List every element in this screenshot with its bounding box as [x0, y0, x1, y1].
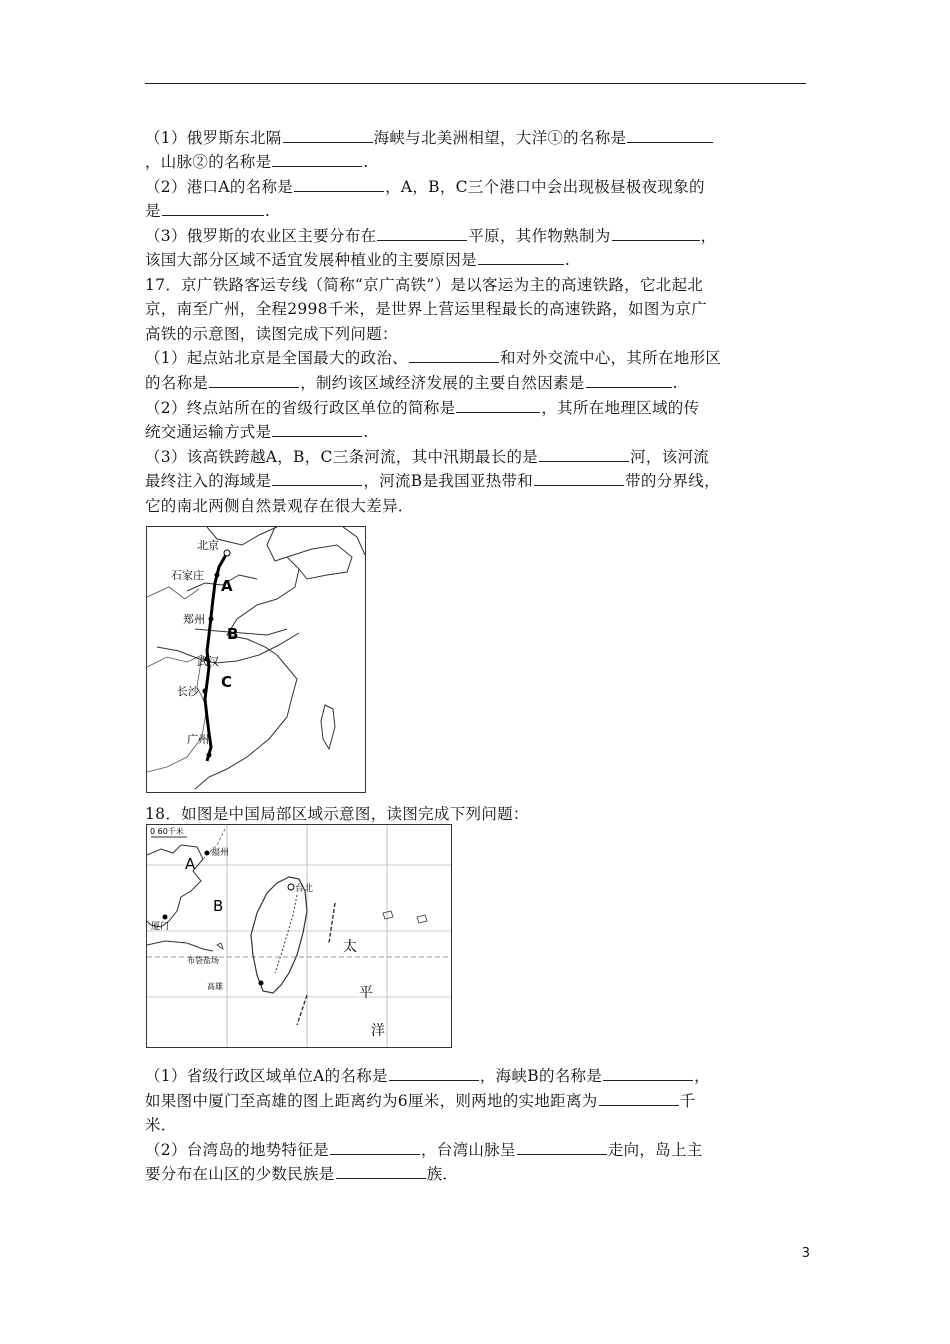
west-border — [147, 655, 207, 772]
q16-part3-line1: （3）俄罗斯的农业区主要分布在 平原，其作物熟制为 ， — [145, 227, 717, 245]
answer-blank[interactable] — [586, 373, 672, 388]
answer-blank[interactable] — [456, 398, 540, 413]
taiwan-region-map — [146, 824, 452, 1048]
q17-intro-line3: 高铁的示意图，读图完成下列问题： — [145, 325, 398, 343]
fuzhou-marker — [205, 851, 210, 856]
header-rule — [145, 83, 806, 84]
q18-part2-line1: （2）台湾岛的地势特征是 ，台湾山脉呈 走向，岛上主 — [145, 1141, 703, 1159]
answer-blank[interactable] — [377, 226, 467, 241]
xiamen-marker — [163, 915, 168, 920]
ocean-label-yang: 洋 — [371, 1023, 385, 1039]
peninsula — [287, 545, 352, 579]
q18-part1-line1: （1）省级行政区域单位A的名称是 ，海峡B的名称是 ， — [145, 1067, 710, 1085]
taibei-marker — [288, 884, 294, 890]
taiwan-map-svg — [147, 825, 451, 1047]
beijing-marker — [224, 550, 230, 556]
answer-blank[interactable] — [409, 348, 499, 363]
eastern-island-2 — [417, 915, 427, 923]
answer-blank[interactable] — [612, 226, 700, 241]
answer-blank[interactable] — [389, 1066, 479, 1081]
answer-blank[interactable] — [272, 471, 362, 486]
river-a-label: A — [221, 577, 233, 595]
changsha-marker — [203, 689, 208, 694]
river-c-label: C — [221, 673, 233, 691]
mainland-coast-south — [147, 941, 213, 951]
q17-part2-line2: 统交通运输方式是 . — [145, 423, 369, 441]
changsha-label: 长沙 — [177, 685, 199, 698]
q16-part3-line2: 该国大部分区域不适宜发展种植业的主要原因是 . — [145, 251, 571, 269]
trench-mark-south — [297, 995, 307, 1025]
gaoxiong-marker — [259, 981, 264, 986]
zhengzhou-marker — [209, 617, 214, 622]
q16-part2-line1: （2）港口A的名称是 ，A，B，C三个港口中会出现极昼极夜现象的 — [145, 178, 705, 196]
q17-intro-line2: 京，南至广州，全程2998千米，是世界上营运里程最长的高速铁路，如图为京广 — [145, 300, 708, 318]
q17-part1-line1: （1）起点站北京是全国最大的政治、 和对外交流中心，其所在地形区 — [145, 349, 722, 367]
taiwan-island — [251, 877, 307, 993]
q17-part3-line2: 最终注入的海域是 ，河流B是我国亚热带和 带的分界线， — [145, 472, 720, 490]
guangzhou-marker — [207, 753, 212, 758]
q18-part1-line2: 如果图中厦门至高雄的图上距离约为6厘米，则两地的实地距离为 千 — [145, 1092, 696, 1110]
page-number: 3 — [801, 1246, 810, 1261]
answer-blank[interactable] — [162, 201, 264, 216]
answer-blank[interactable] — [599, 1091, 679, 1106]
jingguang-railway-map — [146, 526, 366, 793]
q18-part2-line2: 要分布在山区的少数民族是 族． — [145, 1165, 459, 1183]
korea-coast — [343, 527, 365, 555]
beijing-label: 北京 — [197, 539, 219, 552]
answer-blank[interactable] — [534, 471, 624, 486]
jingguang-map-svg — [147, 527, 365, 792]
answer-blank[interactable] — [627, 128, 713, 143]
ocean-label-tai: 太 — [343, 939, 357, 955]
answer-blank[interactable] — [539, 447, 629, 462]
ocean-label-ping: 平 — [359, 985, 373, 1001]
q17-part3-line1: （3）该高铁跨越A，B，C三条河流，其中汛期最长的是 河，该河流 — [145, 448, 710, 466]
q17-intro-line1: 17．京广铁路客运专线（简称“京广高铁”）是以客运为主的高速铁路，它北起北 — [145, 276, 704, 294]
shijiazhuang-label: 石家庄 — [171, 569, 204, 582]
trench-mark — [329, 903, 335, 943]
answer-blank[interactable] — [272, 152, 362, 167]
taiwan-island — [321, 705, 335, 749]
q17-part1-line2: 的名称是 ，制约该区域经济发展的主要自然因素是 . — [145, 374, 678, 392]
shijiazhuang-marker — [215, 573, 220, 578]
answer-blank[interactable] — [272, 422, 362, 437]
answer-blank[interactable] — [330, 1140, 420, 1155]
answer-blank[interactable] — [294, 177, 384, 192]
q16-part1-line1: （1）俄罗斯东北隔 海峡与北美洲相望，大洋①的名称是 — [145, 126, 810, 150]
fuzhou-label: 福州 — [211, 848, 230, 858]
budai-label: 布袋盐场 — [187, 956, 219, 965]
q17-part2-line1: （2）终点站所在的省级行政区单位的简称是 ，其所在地理区域的传 — [145, 399, 700, 417]
q16-part2-line2: 是 . — [145, 202, 271, 220]
answer-blank[interactable] — [517, 1140, 607, 1155]
q18-part1-line3: 米． — [145, 1116, 177, 1134]
label-b: B — [213, 897, 224, 915]
xiamen-label: 厦门 — [151, 922, 170, 932]
zhengzhou-label: 郑州 — [183, 613, 205, 626]
answer-blank[interactable] — [336, 1164, 426, 1179]
eastern-island — [383, 911, 393, 919]
taibei-label: 台北 — [295, 884, 314, 894]
q16-part1-line2: ，山脉②的名称是 . — [145, 153, 369, 171]
penghu-islands — [217, 943, 223, 949]
answer-blank[interactable] — [478, 250, 564, 265]
answer-blank[interactable] — [603, 1066, 693, 1081]
q18-intro: 18．如图是中国局部区域示意图，读图完成下列问题： — [145, 805, 529, 823]
river-b-label: B — [227, 625, 239, 643]
label-a: A — [185, 855, 196, 873]
guangzhou-label: 广州 — [187, 733, 209, 746]
answer-blank[interactable] — [283, 128, 373, 143]
q17-part3-line3: 它的南北两侧自然景观存在很大差异． — [145, 497, 414, 515]
answer-blank[interactable] — [209, 373, 299, 388]
gaoxiong-label: 高雄 — [207, 982, 223, 991]
scale-label: 0 60千米 — [150, 827, 184, 836]
wuhan-label: 武汉 — [197, 655, 219, 668]
